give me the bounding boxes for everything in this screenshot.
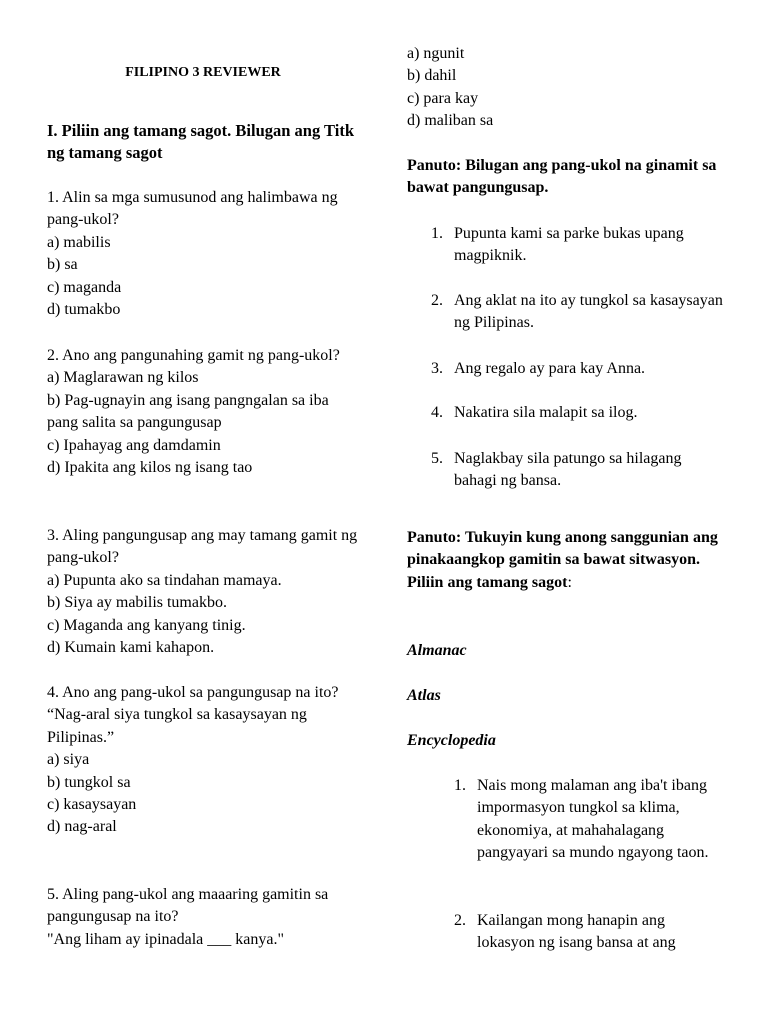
- section2-heading: Panuto: Bilugan ang pang-ukol na ginamit sa bawat pangungusap.: [407, 157, 717, 197]
- section1-heading: I. Piliin ang tamang sagot. Bilugan ang Titk ng tamang sagot: [47, 121, 355, 163]
- reference-option-encyclopedia: Encyclopedia: [407, 732, 496, 749]
- choice: c) Maganda ang kanyang tinig.: [47, 616, 246, 634]
- choice: c) maganda: [47, 278, 122, 296]
- item-number: 2.: [431, 292, 443, 309]
- choice: d) Ipakita ang kilos ng isang tao: [47, 459, 253, 477]
- item-text: Ang regalo ay para kay Anna.: [454, 360, 646, 377]
- question-2: [47, 345, 359, 479]
- choice: b) Pag-ugnayin ang isang pangngalan sa iba pang salita sa pangungusap: [47, 391, 329, 432]
- item-number: 2.: [454, 912, 466, 929]
- choice: a) mabilis: [47, 233, 111, 251]
- item-text: Naglakbay sila patungo sa hilagang bahagi ng bansa.: [454, 450, 682, 490]
- question-3: [47, 525, 359, 659]
- section3-heading-text: Panuto: Tukuyin kung anong sanggunian ang pinakaangkop gamitin sa bawat sitwasyon. Piliin ang tamang sagot: [407, 529, 718, 591]
- choice: a) siya: [47, 751, 90, 769]
- choice: d) maliban sa: [407, 112, 494, 130]
- choice: c) para kay: [407, 89, 479, 107]
- item-number: 5.: [431, 450, 443, 467]
- question-text: 1. Alin sa mga sumusunod ang halimbawa ng pang-ukol?: [47, 189, 338, 229]
- choice: b) Siya ay mabilis tumakbo.: [47, 594, 227, 612]
- reference-option-atlas: Atlas: [407, 687, 441, 704]
- question-text: 4. Ano ang pang-ukol sa pangungusap na ito?: [47, 684, 339, 701]
- item-text: Ang aklat na ito ay tungkol sa kasaysayan ng Pilipinas.: [454, 292, 723, 332]
- item-number: 1.: [431, 225, 443, 242]
- question-text: 5. Aling pang-ukol ang maaaring gamitin sa pangungusap na ito?: [47, 886, 329, 926]
- document-title: FILIPINO 3 REVIEWER: [125, 65, 281, 80]
- item-text: Nakatira sila malapit sa ilog.: [454, 404, 638, 421]
- question-text: 2. Ano ang pangunahing gamit ng pang-ukol?: [47, 347, 340, 364]
- choice: c) kasaysayan: [47, 796, 137, 814]
- choice: a) ngunit: [407, 45, 465, 62]
- choice: d) Kumain kami kahapon.: [47, 639, 215, 657]
- choice: b) dahil: [407, 67, 457, 85]
- item-number: 1.: [454, 777, 466, 794]
- question-1: [47, 187, 359, 321]
- question-5-choices: [407, 43, 725, 133]
- choice: c) Ipahayag ang damdamin: [47, 436, 221, 454]
- section3-heading-colon: :: [567, 573, 572, 591]
- question-quote: “Nag-aral siya tungkol sa kasaysayan ng Pilipinas.”: [47, 706, 307, 746]
- choice: a) Maglarawan ng kilos: [47, 369, 199, 387]
- item-text: Kailangan mong hanapin ang lokasyon ng isang bansa at ang: [477, 912, 676, 952]
- item-text: Nais mong malaman ang iba't ibang impormasyon tungkol sa klima, ekonomiya, at mahahalagang pangyayari sa mundo ngayong taon.: [477, 777, 709, 862]
- question-4: [47, 682, 359, 839]
- question-quote: "Ang liham ay ipinadala ___ kanya.": [47, 930, 284, 948]
- choice: d) nag-aral: [47, 818, 117, 836]
- question-text: 3. Aling pangungusap ang may tamang gamit ng pang-ukol?: [47, 527, 358, 567]
- choice: b) sa: [47, 256, 78, 274]
- reference-option-almanac: Almanac: [407, 642, 467, 659]
- question-5: [47, 884, 359, 951]
- item-text: Pupunta kami sa parke bukas upang magpiknik.: [454, 225, 684, 265]
- choice: b) tungkol sa: [47, 773, 131, 791]
- choice: a) Pupunta ako sa tindahan mamaya.: [47, 571, 282, 589]
- section3-heading: [407, 527, 725, 594]
- choice: d) tumakbo: [47, 301, 121, 319]
- item-number: 3.: [431, 360, 443, 377]
- item-number: 4.: [431, 404, 443, 421]
